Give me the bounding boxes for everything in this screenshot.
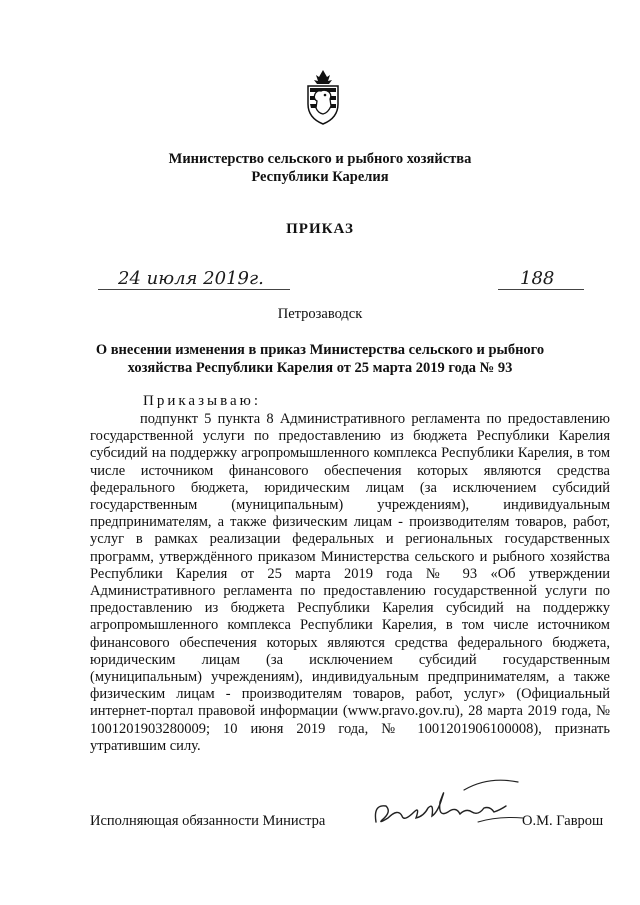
ministry-name bbox=[0, 150, 640, 186]
document-number: 188 bbox=[520, 268, 555, 289]
ministry-line-1: Министерство сельского и рыбного хозяйства bbox=[168, 151, 472, 167]
signature-icon bbox=[368, 772, 528, 832]
body-paragraph: подпункт 5 пункта 8 Административного регламента по предоставлению государственной услуги по предоставлению из бюджета Республики Карелия субсидий на поддержку агропромышленного комплекса Республики Карелия, в том числе источником финансового обеспечения которых являются средства федерального бюджета, юридическим лицам (за исключением субсидий государственным (муниципальным) учреждениям), индивидуальным предпринимателям, а также физическим лицам - производителям товаров, работ, услуг в рамках реализации федеральных и региональных государственных программ, утверждённого приказом Министерства сельского и рыбного хозяйства Республики Карелия от 25 марта 2019 года № 93 «Об утверждении Административного регламента по предоставлению государственной услуги по предоставлению из бюджета Республики Карелия субсидий на поддержку агропромышленного комплекса Республики Карелия, в том числе источником финансового обеспечения которых являются средства федерального бюджета, юридическим лицам (за исключением субсидий государственным (муниципальным) учреждениям), индивидуальным предпринимателям, а также физическим лицам - производителям товаров, работ, услуг» (Официальный интернет-портал правовой информации (www.pravo.gov.ru), 28 марта 2019 года, № 1001201903280009; 10 июня 2019 года, № 1001201906100008), признать утратившим силу. bbox=[90, 411, 610, 754]
document-subject bbox=[0, 342, 640, 377]
document-body bbox=[90, 411, 610, 755]
signatory-position: Исполняющая обязанности Министра bbox=[90, 813, 326, 829]
document-date: 24 июля 2019г. bbox=[118, 268, 264, 289]
signatory-name: О.М. Гаврош bbox=[522, 813, 604, 829]
subject-line-1: О внесении изменения в приказ Министерства сельского и рыбного bbox=[95, 342, 545, 358]
number-underline bbox=[498, 289, 584, 290]
city-name: Петрозаводск bbox=[277, 306, 363, 322]
ministry-line-2: Республики Карелия bbox=[251, 169, 389, 185]
order-word: Приказываю: bbox=[143, 393, 261, 409]
karelia-coat-of-arms-icon bbox=[303, 68, 343, 126]
document-type-title: ПРИКАЗ bbox=[286, 221, 354, 237]
date-underline bbox=[98, 289, 290, 290]
subject-line-2: хозяйства Республики Карелия от 25 марта 2019 года № 93 bbox=[127, 359, 513, 376]
